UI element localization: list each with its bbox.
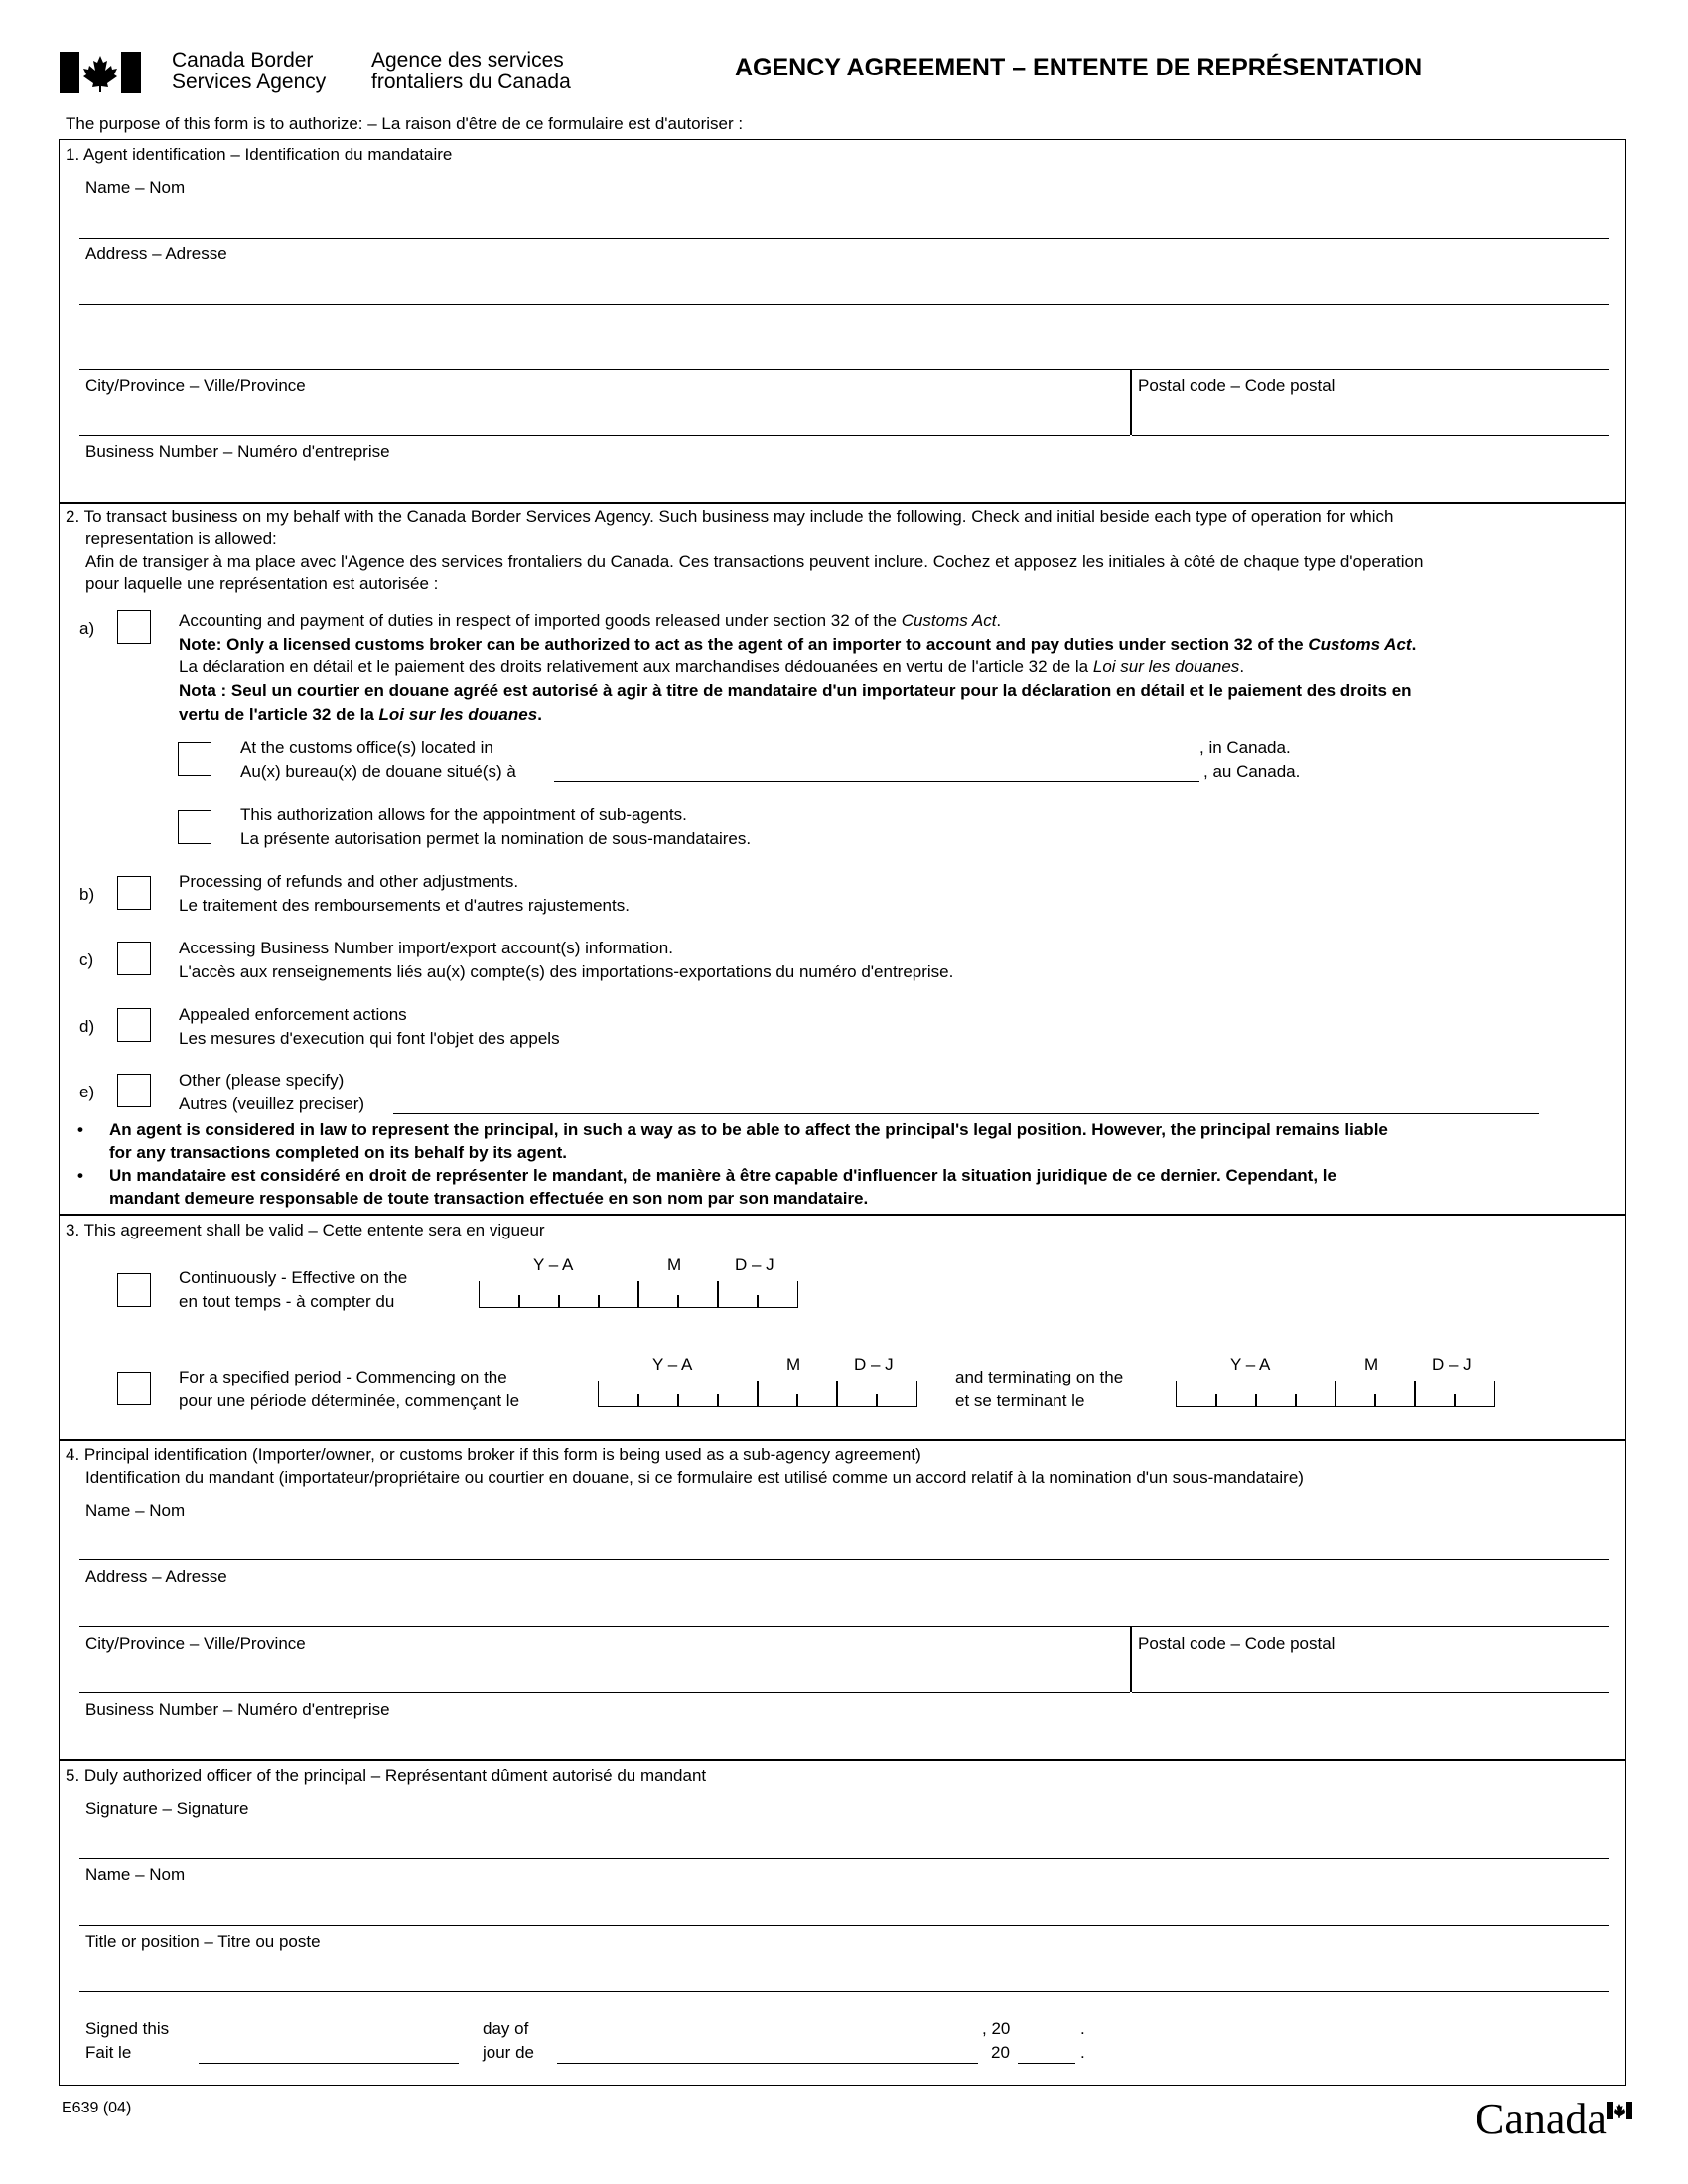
item-d-letter: d) bbox=[79, 1017, 95, 1036]
agent-address-field-1[interactable] bbox=[79, 284, 1609, 305]
agency-name-en-2: Services Agency bbox=[172, 71, 327, 93]
bullet-2-line-1: Un mandataire est considéré en droit de représenter le mandant, de manière à être capable d'influencer la situation juridique de ce dernier. Cependant, le bbox=[109, 1166, 1336, 1185]
signed-day-field[interactable] bbox=[199, 2043, 459, 2064]
sub-agents-label-en: This authorization allows for the appointment of sub-agents. bbox=[240, 805, 687, 824]
form-id: E639 (04) bbox=[62, 2100, 132, 2116]
item-c-label-fr: L'accès aux renseignements liés au(x) compte(s) des importations-exportations du numéro d'entreprise. bbox=[179, 962, 954, 981]
customs-office-checkbox[interactable] bbox=[178, 742, 211, 776]
continuous-date-field[interactable] bbox=[479, 1281, 798, 1308]
principal-name-label: Name – Nom bbox=[85, 1501, 186, 1520]
item-b-label-fr: Le traitement des remboursements et d'autres rajustements. bbox=[179, 896, 630, 915]
item-a-note-fr-2: vertu de l'article 32 de la Loi sur les douanes. bbox=[179, 705, 542, 724]
continuous-checkbox[interactable] bbox=[117, 1273, 151, 1307]
end-ya-label: Y – A bbox=[1230, 1355, 1271, 1374]
continuous-label-en: Continuously - Effective on the bbox=[179, 1268, 408, 1287]
bullet-1-line-2: for any transactions completed on its behalf by its agent. bbox=[109, 1143, 567, 1162]
customs-office-end-fr: , au Canada. bbox=[1203, 762, 1301, 781]
agency-name-fr-2: frontaliers du Canada bbox=[371, 71, 571, 93]
item-a-checkbox[interactable] bbox=[117, 610, 151, 644]
agent-address-field-2[interactable] bbox=[79, 350, 1609, 370]
item-a-note-fr-1: Nota : Seul un courtier en douane agréé est autorisé à agir à titre de mandataire d'un importateur pour la déclaration en détail et le paiement des droits en bbox=[179, 681, 1412, 700]
start-date-field[interactable] bbox=[598, 1381, 917, 1407]
item-e-checkbox[interactable] bbox=[117, 1074, 151, 1107]
item-d-checkbox[interactable] bbox=[117, 1008, 151, 1042]
continuous-m-label: M bbox=[667, 1255, 682, 1274]
bullet-1-dot: • bbox=[77, 1120, 83, 1139]
item-d-label-fr: Les mesures d'execution qui font l'objet des appels bbox=[179, 1029, 560, 1048]
period-label-fr: pour une période déterminée, commençant le bbox=[179, 1391, 520, 1410]
customs-office-end-en: , in Canada. bbox=[1199, 738, 1291, 757]
jour-de-label: jour de bbox=[483, 2043, 534, 2062]
bullet-2-line-2: mandant demeure responsable de toute transaction effectuée en son nom par son mandataire. bbox=[109, 1189, 869, 1208]
item-e-specify-field[interactable] bbox=[393, 1093, 1539, 1114]
section-divider bbox=[59, 1214, 1626, 1216]
item-a-line-fr: La déclaration en détail et le paiement des droits relativement aux marchandises dédouanées en vertu de l'article 32 de la Loi sur les douanes. bbox=[179, 657, 1245, 676]
agency-name-fr-1: Agence des services bbox=[371, 49, 564, 72]
agent-postal-field[interactable] bbox=[1132, 415, 1609, 436]
section3-title: 3. This agreement shall be valid – Cette entente sera en vigueur bbox=[66, 1221, 545, 1239]
agent-bn-label: Business Number – Numéro d'entreprise bbox=[85, 442, 390, 461]
end-date-field[interactable] bbox=[1176, 1381, 1495, 1407]
section2-intro-1: 2. To transact business on my behalf with the Canada Border Services Agency. Such business may include the following. Check and initial beside each type of operation for which bbox=[66, 508, 1394, 526]
section-divider bbox=[59, 1759, 1626, 1761]
principal-address-label: Address – Adresse bbox=[85, 1567, 227, 1586]
sub-agents-checkbox[interactable] bbox=[178, 810, 211, 844]
start-m-label: M bbox=[786, 1355, 801, 1374]
item-e-letter: e) bbox=[79, 1083, 95, 1101]
item-a-line1: Accounting and payment of duties in respect of imported goods released under section 32 of the Customs Act. bbox=[179, 611, 1002, 630]
signature-label: Signature – Signature bbox=[85, 1799, 249, 1818]
start-dj-label: D – J bbox=[854, 1355, 894, 1374]
continuous-ya-label: Y – A bbox=[533, 1255, 574, 1274]
start-ya-label: Y – A bbox=[652, 1355, 693, 1374]
end-dj-label: D – J bbox=[1432, 1355, 1472, 1374]
agent-city-label: City/Province – Ville/Province bbox=[85, 376, 306, 395]
principal-postal-field[interactable] bbox=[1132, 1673, 1609, 1693]
wordmark-flag-icon bbox=[1607, 2102, 1632, 2119]
agent-address-label: Address – Adresse bbox=[85, 244, 227, 263]
agent-name-field[interactable] bbox=[79, 218, 1609, 239]
principal-address-field[interactable] bbox=[79, 1606, 1609, 1627]
end-m-label: M bbox=[1364, 1355, 1379, 1374]
officer-name-field[interactable] bbox=[79, 1905, 1609, 1926]
officer-name-label: Name – Nom bbox=[85, 1865, 186, 1884]
item-a-letter: a) bbox=[79, 619, 95, 638]
item-b-label-en: Processing of refunds and other adjustments. bbox=[179, 872, 519, 891]
bullet-1-line-1: An agent is considered in law to represent the principal, in such a way as to be able to affect the principal's legal position. However, the principal remains liable bbox=[109, 1120, 1388, 1139]
section2-intro-4: pour laquelle une représentation est autorisée : bbox=[85, 574, 439, 593]
item-b-letter: b) bbox=[79, 885, 95, 904]
agent-name-label: Name – Nom bbox=[85, 178, 186, 197]
section2-intro-2: representation is allowed: bbox=[85, 529, 277, 548]
item-c-checkbox[interactable] bbox=[117, 942, 151, 975]
item-e-label-fr: Autres (veuillez preciser) bbox=[179, 1094, 365, 1113]
signature-field[interactable] bbox=[79, 1838, 1609, 1859]
terminating-label-en: and terminating on the bbox=[955, 1368, 1124, 1386]
section-divider bbox=[59, 502, 1626, 504]
officer-title-label: Title or position – Titre ou poste bbox=[85, 1932, 321, 1951]
agent-bn-field[interactable] bbox=[397, 437, 1599, 497]
principal-postal-label: Postal code – Code postal bbox=[1138, 1634, 1336, 1653]
canada-wordmark bbox=[1476, 2095, 1607, 2143]
customs-office-label-fr: Au(x) bureau(x) de douane situé(s) à bbox=[240, 762, 516, 781]
section4-title: 4. Principal identification (Importer/owner, or customs broker if this form is being used as a sub-agency agreement) bbox=[66, 1445, 921, 1464]
fait-le-label: Fait le bbox=[85, 2043, 132, 2062]
section4-title-fr: Identification du mandant (importateur/propriétaire ou courtier en douane, si ce formulaire est utilisé comme un accord relatif à la nomination d'un sous-mandataire) bbox=[85, 1468, 1304, 1487]
terminating-label-fr: et se terminant le bbox=[955, 1391, 1085, 1410]
continuous-label-fr: en tout temps - à compter du bbox=[179, 1292, 395, 1311]
item-c-letter: c) bbox=[79, 950, 94, 969]
signed-month-field[interactable] bbox=[557, 2043, 978, 2064]
period-mark-fr: . bbox=[1080, 2043, 1085, 2062]
principal-bn-field[interactable] bbox=[397, 1694, 1599, 1754]
item-a-note-en: Note: Only a licensed customs broker can be authorized to act as the agent of an importer to account and pay duties under section 32 of the Customs Act. bbox=[179, 635, 1417, 654]
continuous-dj-label: D – J bbox=[735, 1255, 774, 1274]
period-mark-en: . bbox=[1080, 2019, 1085, 2038]
customs-office-label-en: At the customs office(s) located in bbox=[240, 738, 493, 757]
item-c-label-en: Accessing Business Number import/export account(s) information. bbox=[179, 939, 673, 957]
agent-city-field[interactable] bbox=[79, 415, 1130, 436]
year-prefix-en: , 20 bbox=[982, 2019, 1011, 2038]
canada-wordmark-text: Canada bbox=[1476, 2095, 1607, 2143]
officer-title-field[interactable] bbox=[79, 1971, 1609, 1992]
signed-this-label: Signed this bbox=[85, 2019, 170, 2038]
bullet-2-dot: • bbox=[77, 1166, 83, 1185]
principal-name-field[interactable] bbox=[79, 1539, 1609, 1560]
section1-title: 1. Agent identification – Identification du mandataire bbox=[66, 145, 453, 164]
item-b-checkbox[interactable] bbox=[117, 876, 151, 910]
item-d-label-en: Appealed enforcement actions bbox=[179, 1005, 407, 1024]
year-prefix-fr: 20 bbox=[991, 2043, 1010, 2062]
canada-flag-logo bbox=[60, 52, 141, 93]
principal-city-field[interactable] bbox=[79, 1673, 1130, 1693]
signed-year-field[interactable] bbox=[1018, 2043, 1075, 2064]
agent-postal-label: Postal code – Code postal bbox=[1138, 376, 1336, 395]
period-label-en: For a specified period - Commencing on the bbox=[179, 1368, 507, 1386]
principal-bn-label: Business Number – Numéro d'entreprise bbox=[85, 1700, 390, 1719]
agency-name-en-1: Canada Border bbox=[172, 49, 314, 72]
day-of-label: day of bbox=[483, 2019, 529, 2038]
sub-agents-label-fr: La présente autorisation permet la nomination de sous-mandataires. bbox=[240, 829, 752, 848]
period-checkbox[interactable] bbox=[117, 1372, 151, 1405]
item-e-label-en: Other (please specify) bbox=[179, 1071, 345, 1090]
section2-intro-3: Afin de transiger à ma place avec l'Agence des services frontaliers du Canada. Ces transactions peuvent inclure. Cochez et apposez les initiales à côté de chaque type d'operation bbox=[85, 552, 1424, 571]
purpose-text: The purpose of this form is to authorize: – La raison d'être de ce formulaire est d'autoriser : bbox=[66, 114, 744, 133]
section-divider bbox=[59, 1439, 1626, 1441]
form-title: AGENCY AGREEMENT – ENTENTE DE REPRÉSENTATION bbox=[735, 54, 1423, 81]
section5-title: 5. Duly authorized officer of the principal – Représentant dûment autorisé du mandant bbox=[66, 1766, 707, 1785]
principal-city-label: City/Province – Ville/Province bbox=[85, 1634, 306, 1653]
customs-office-field[interactable] bbox=[554, 761, 1199, 782]
